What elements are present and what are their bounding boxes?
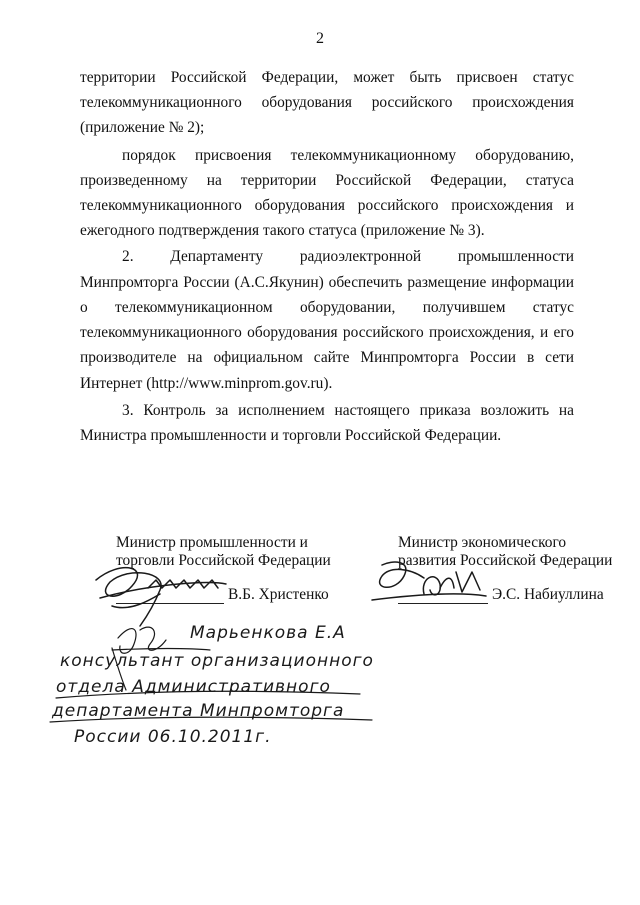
handwritten-note-line: консультант организационного — [60, 651, 374, 671]
handwritten-note-icon — [50, 627, 372, 722]
signer-title-line1: Министр промышленности и — [116, 534, 308, 551]
signature-line — [398, 603, 488, 604]
body-line: телекоммуникационного оборудования российского происхождения — [80, 94, 574, 111]
body-line: о телекоммуникационном оборудовании, получившем статус — [80, 299, 574, 316]
signer-name: В.Б. Христенко — [228, 586, 329, 603]
handwritten-note-line: отдела Административного — [56, 677, 331, 697]
signer-title-line1: Министр экономического — [398, 534, 567, 551]
body-line: Минпромторга России (А.С.Якунин) обеспечить размещение информации — [80, 274, 574, 291]
body-line: ежегодного подтверждения такого статуса (приложение № 3). — [80, 222, 485, 239]
signer-name: Э.С. Набиуллина — [492, 586, 604, 603]
body-line: (приложение № 2); — [80, 119, 205, 136]
signer-title-line2: торговли Российской Федерации — [116, 552, 331, 569]
signer-title-line2: развития Российской Федерации — [398, 552, 613, 569]
body-line: телекоммуникационного оборудования российского происхождения и — [80, 197, 574, 214]
body-line: 2. Департаменту радиоэлектронной промышленности — [122, 248, 574, 265]
page-number: 2 — [316, 30, 324, 47]
body-line: телекоммуникационного оборудования российского происхождения, и его — [80, 324, 574, 341]
handwritten-note-line: России 06.10.2011г. — [74, 727, 272, 747]
body-line: Министра промышленности и торговли Российской Федерации. — [80, 427, 502, 444]
body-line: территории Российской Федерации, может быть присвоен статус — [80, 69, 574, 86]
handwritten-note-line: департамента Минпромторга — [52, 701, 345, 721]
signature-line — [116, 603, 224, 604]
body-line: производителе на официальном сайте Минпромторга России в сети — [80, 349, 574, 366]
body-line: произведенному на территории Российской Федерации, статуса — [80, 172, 574, 189]
body-line: 3. Контроль за исполнением настоящего приказа возложить на — [122, 402, 574, 419]
handwritten-note-line: Марьенкова Е.А — [190, 623, 346, 643]
body-line: порядок присвоения телекоммуникационному оборудованию, — [122, 147, 574, 164]
body-line: Интернет (http://www.minprom.gov.ru). — [80, 375, 333, 392]
signature-christenko-icon — [96, 568, 226, 626]
